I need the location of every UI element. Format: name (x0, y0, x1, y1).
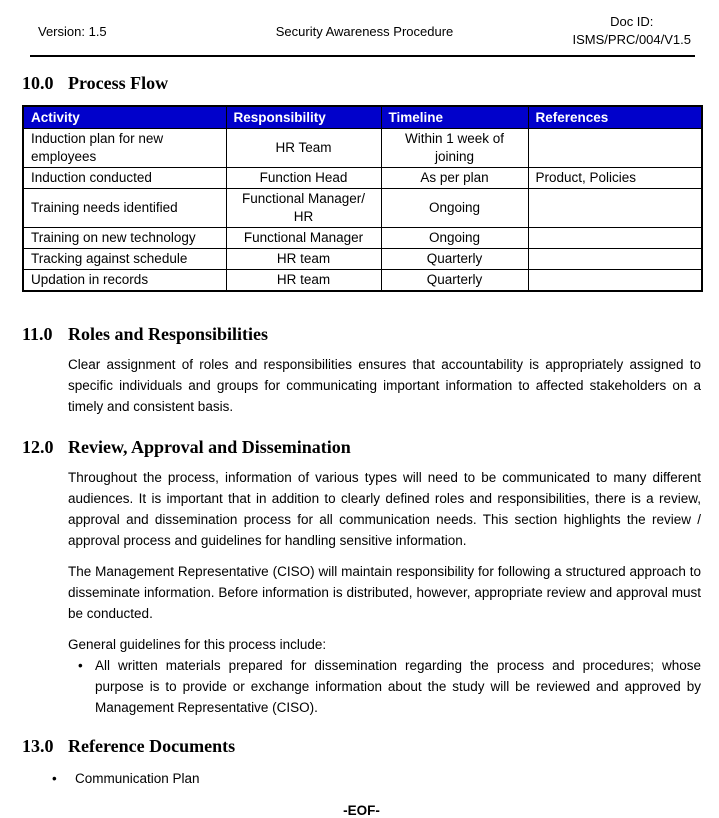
version-label: Version: 1.5 (38, 23, 107, 39)
section12-guidelines-intro: General guidelines for this process include: (68, 637, 327, 652)
table-header-row (23, 106, 702, 129)
section-title: Reference Documents (68, 736, 236, 756)
doc-id-block (573, 13, 692, 48)
table-row (23, 228, 702, 249)
section12-paragraph-2: The Management Representative (CISO) will maintain responsibility for following a structured approach to disseminate information. Before information is distributed, however, appropriate review and approval must be conducted. (68, 564, 701, 621)
column-header-references: References (528, 106, 702, 129)
section-heading-review-approval-dissemination (22, 435, 701, 459)
cell-activity: Induction conducted (23, 168, 226, 189)
cell-timeline: Ongoing (381, 189, 528, 228)
cell-activity: Updation in records (23, 270, 226, 292)
cell-timeline: Quarterly (381, 270, 528, 292)
cell-responsibility: HR team (226, 249, 381, 270)
end-of-file-marker: -EOF- (343, 803, 380, 818)
section12-bullet-item (78, 655, 701, 718)
cell-references (528, 189, 702, 228)
column-header-activity: Activity (23, 106, 226, 129)
cell-timeline: Quarterly (381, 249, 528, 270)
table-row (23, 168, 702, 189)
section12-paragraph-1: Throughout the process, information of various types will need to be communicated to many different audiences. It is important that in addition to clearly defined roles and responsibilities, there is a review, approval and dissemination process for all communication needs. This section highlights the review / approval process and guidelines for handling sensitive information. (68, 470, 701, 548)
cell-references (528, 228, 702, 249)
section-heading-reference-documents (22, 734, 701, 758)
cell-activity: Tracking against schedule (23, 249, 226, 270)
bullet-icon: • (78, 658, 83, 673)
section-number: 13.0 (22, 736, 54, 756)
cell-responsibility: Function Head (226, 168, 381, 189)
section-number: 12.0 (22, 437, 54, 457)
table-row (23, 249, 702, 270)
cell-responsibility: Functional Manager (226, 228, 381, 249)
cell-timeline: Ongoing (381, 228, 528, 249)
column-header-timeline: Timeline (381, 106, 528, 129)
process-flow-table (22, 105, 703, 292)
bullet-text: Communication Plan (75, 771, 200, 786)
table-row (23, 129, 702, 168)
section-title: Roles and Responsibilities (68, 324, 269, 344)
bullet-icon: • (52, 771, 57, 786)
cell-responsibility: HR team (226, 270, 381, 292)
cell-responsibility: Functional Manager/ HR (226, 189, 381, 228)
cell-timeline: As per plan (381, 168, 528, 189)
cell-timeline: Within 1 week of joining (381, 129, 528, 168)
cell-references (528, 249, 702, 270)
cell-references: Product, Policies (528, 168, 702, 189)
section-heading-roles-responsibilities (22, 322, 701, 346)
cell-references (528, 129, 702, 168)
cell-references (528, 270, 702, 292)
header-divider (30, 55, 695, 57)
cell-activity: Training needs identified (23, 189, 226, 228)
section-title: Review, Approval and Dissemination (68, 437, 351, 457)
page-header (22, 8, 701, 50)
doc-id-label: Doc ID: (610, 14, 654, 30)
cell-activity: Training on new technology (23, 228, 226, 249)
bullet-text: All written materials prepared for dissemination regarding the process and procedures; whose purpose is to provide or exchange information about the study will be reviewed and approved by Management Representative (CISO). (95, 658, 701, 715)
cell-activity: Induction plan for new employees (23, 129, 226, 168)
section11-paragraph: Clear assignment of roles and responsibilities ensures that accountability is appropriately assigned to specific individuals and groups for communicating important information to affected stakeholders on a timely and consistent basis. (68, 357, 701, 414)
section13-bullet-item (52, 768, 692, 789)
table-row (23, 270, 702, 292)
cell-responsibility: HR Team (226, 129, 381, 168)
section-number: 11.0 (22, 324, 53, 344)
column-header-responsibility: Responsibility (226, 106, 381, 129)
section-number: 10.0 (22, 73, 54, 93)
table-row (23, 189, 702, 228)
section-heading-process-flow (22, 71, 701, 95)
section-title: Process Flow (68, 73, 169, 93)
document-title: Security Awareness Procedure (275, 23, 454, 39)
doc-id-value: ISMS/PRC/004/V1.5 (572, 32, 691, 47)
